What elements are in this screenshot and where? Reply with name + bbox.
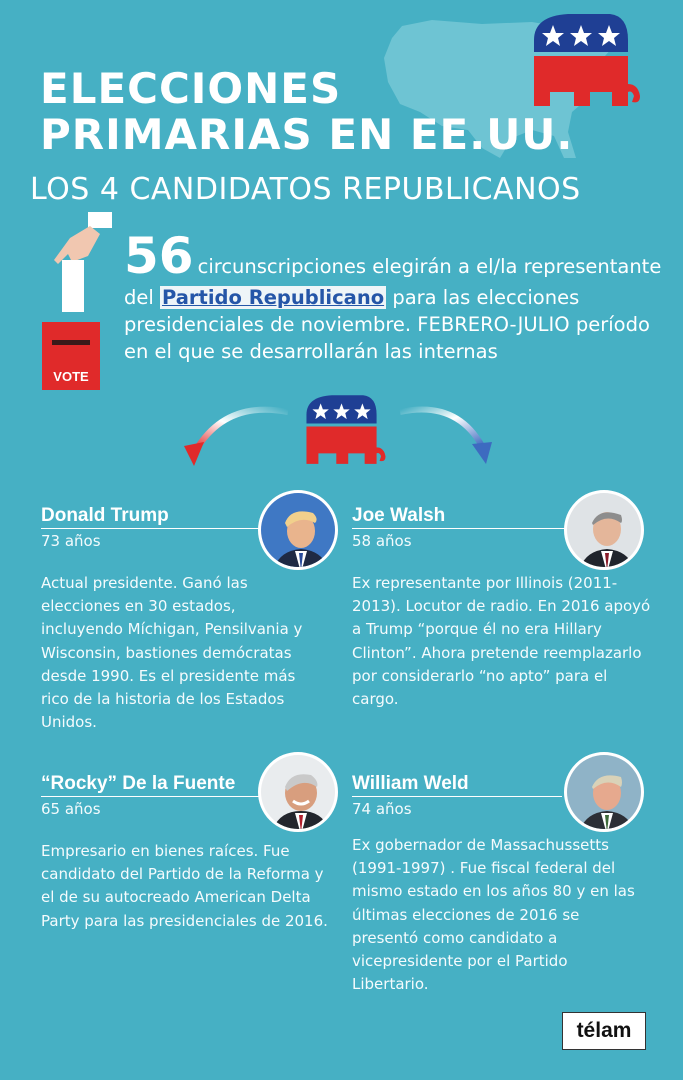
curved-arrow-icon	[396, 400, 496, 468]
intro-text-b: para las elecciones presidenciales de noviembre. FEBRERO-JULIO período en el que se desarrollarán las internas	[124, 286, 650, 363]
candidate-bio: Actual presidente. Ganó las elecciones en 30 estados, incluyendo Míchigan, Pensilvania y Wisconsin, bastiones demócratas desde 1990. Es el presidente más rico de la historia de los Estados Unidos.	[41, 574, 303, 732]
intro-paragraph	[124, 228, 664, 365]
title-line-2: PRIMARIAS EN EE.UU.	[40, 110, 574, 159]
candidate-bio: Ex representante por Illinois (2011-2013). Locutor de radio. En 2016 apoyó a Trump “porque él no era Hillary Clinton”. Ahora pretende reemplazarlo por considerarlo “no apto” para el cargo.	[352, 574, 651, 709]
candidate-name: “Rocky” De la Fuente	[41, 772, 281, 797]
candidate-age: 73 años	[41, 532, 101, 550]
candidate-name: William Weld	[352, 772, 562, 797]
candidate-bio: Ex gobernador de Massachussetts (1991-1997) . Fue fiscal federal del mismo estado en los años 80 y en las últimas elecciones de 2016 se presentó como candidato a vicepresidente por el Partido Libertario.	[352, 836, 635, 994]
candidate-age: 65 años	[41, 800, 101, 818]
party-name: Partido Republicano	[162, 286, 385, 309]
telam-logo: télam	[562, 1012, 646, 1050]
curved-arrow-icon	[176, 400, 294, 470]
circumscription-count: 56	[124, 227, 194, 285]
candidate-age: 58 años	[352, 532, 412, 550]
candidate-name: Donald Trump	[41, 504, 281, 529]
page-subtitle: LOS 4 CANDIDATOS REPUBLICANOS	[30, 172, 581, 207]
republican-elephant-icon	[302, 392, 390, 470]
voting-hand-icon	[48, 212, 118, 322]
ballot-box-icon	[42, 322, 100, 390]
candidate-photo-walsh	[564, 490, 644, 570]
candidate-name: Joe Walsh	[352, 504, 568, 529]
candidate-photo-delafuente	[258, 752, 338, 832]
title-line-1: ELECCIONES	[40, 64, 342, 113]
candidate-bio: Empresario en bienes raíces. Fue candidato del Partido de la Reforma y el de su autocreado American Delta Party para las presidenciales de 2016.	[41, 842, 328, 930]
candidate-photo-trump	[258, 490, 338, 570]
candidate-age: 74 años	[352, 800, 412, 818]
candidate-photo-weld	[564, 752, 644, 832]
ballot-vote-label: VOTE	[53, 369, 89, 384]
page-title	[40, 66, 573, 158]
ballot-slot	[52, 340, 90, 345]
intro-text-a: circunscripciones elegirán a el/la representante del	[124, 255, 662, 309]
